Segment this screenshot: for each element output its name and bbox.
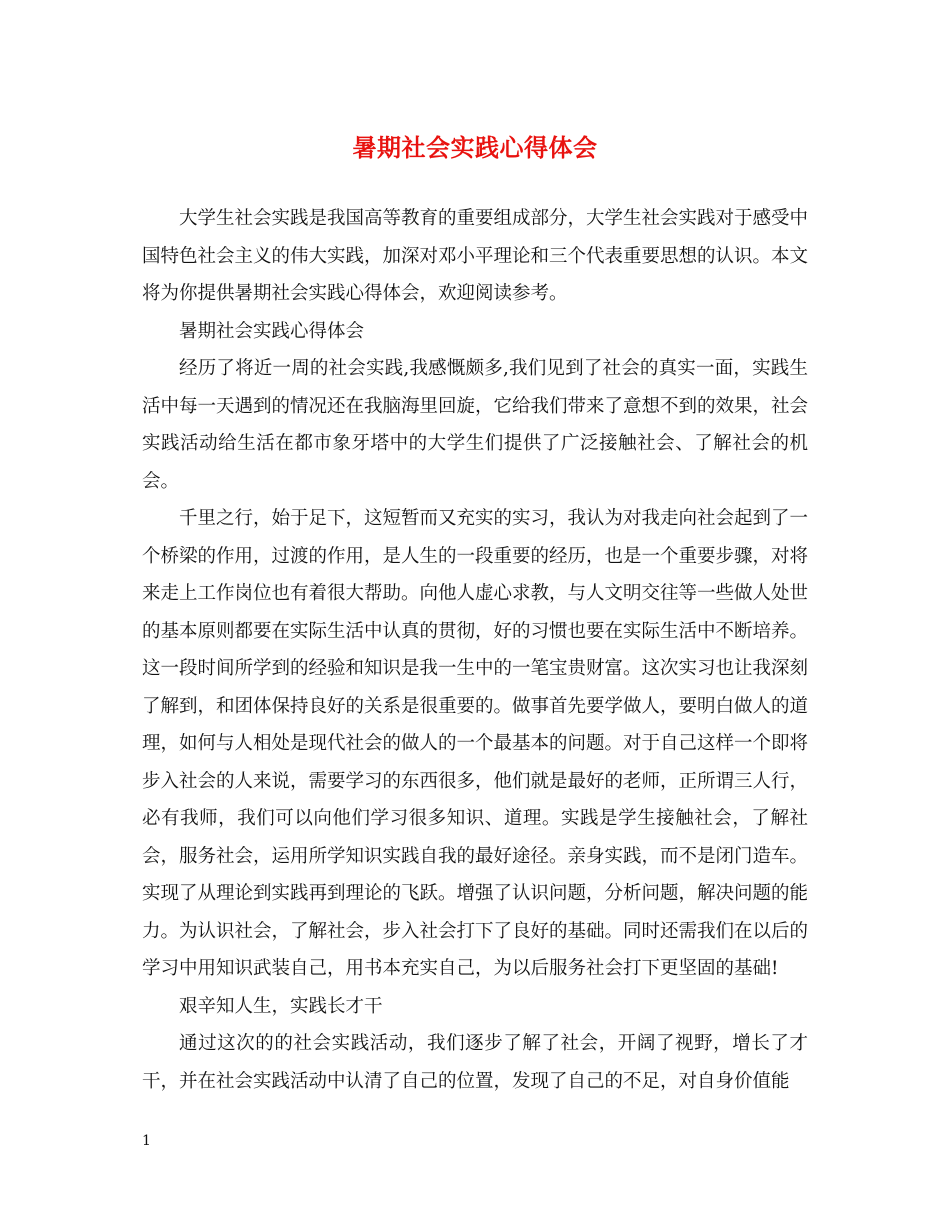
paragraph-intro: 大学生社会实践是我国高等教育的重要组成部分，大学生社会实践对于感受中国特色社会主义的伟大实践，加深对邓小平理论和三个代表重要思想的认识。本文将为你提供暑期社会实践心得体会，欢迎阅读参考。 — [142, 208, 809, 304]
document-title: 暑期社会实践心得体会 — [352, 133, 598, 162]
paragraph-experience: 经历了将近一周的社会实践,我感慨颇多,我们见到了社会的真实一面，实践生活中每一天遇到的情况还在我脑海里回旋，它给我们带来了意想不到的效果，社会实践活动给生活在都市象牙塔中的大学生们提供了广泛接触社会、了解社会的机会。 — [142, 358, 809, 492]
paragraph-activities: 通过这次的的社会实践活动，我们逐步了解了社会，开阔了视野，增长了才干，并在社会实践活动中认清了自己的位置，发现了自己的不足，对自身价值能 — [142, 1033, 808, 1092]
paragraph-subheading: 暑期社会实践心得体会 — [179, 320, 365, 342]
paragraph-section-heading: 艰辛知人生，实践长才干 — [179, 995, 383, 1017]
paragraph-journey: 千里之行，始于足下，这短暂而又充实的实习，我认为对我走向社会起到了一个桥梁的作用，过渡的作用，是人生的一段重要的经历，也是一个重要步骤，对将来走上工作岗位也有着很大帮助。向他人虚心求教，与人文明交往等一些做人处世的基本原则都要在实际生活中认真的贯彻，好的习惯也要在实际生活中不断培养。这一段时间所学到的经验和知识是我一生中的一笔宝贵财富。这次实习也让我深刻了解到，和团体保持良好的关系是很重要的。做事首先要学做人，要明白做人的道理，如何与人相处是现代社会的做人的一个最基本的问题。对于自己这样一个即将步入社会的人来说，需要学习的东西很多，他们就是最好的老师，正所谓三人行，必有我师，我们可以向他们学习很多知识、道理。实践是学生接触社会，了解社会，服务社会，运用所学知识实践自我的最好途径。亲身实践，而不是闭门造车。实现了从理论到实践再到理论的飞跃。增强了认识问题，分析问题，解决问题的能力。为认识社会，了解社会，步入社会打下了良好的基础。同时还需我们在以后的学习中用知识武装自己，用书本充实自己，为以后服务社会打下更坚固的基础! — [142, 508, 809, 979]
page-number: 1 — [142, 1133, 151, 1149]
document-body — [142, 200, 808, 1100]
